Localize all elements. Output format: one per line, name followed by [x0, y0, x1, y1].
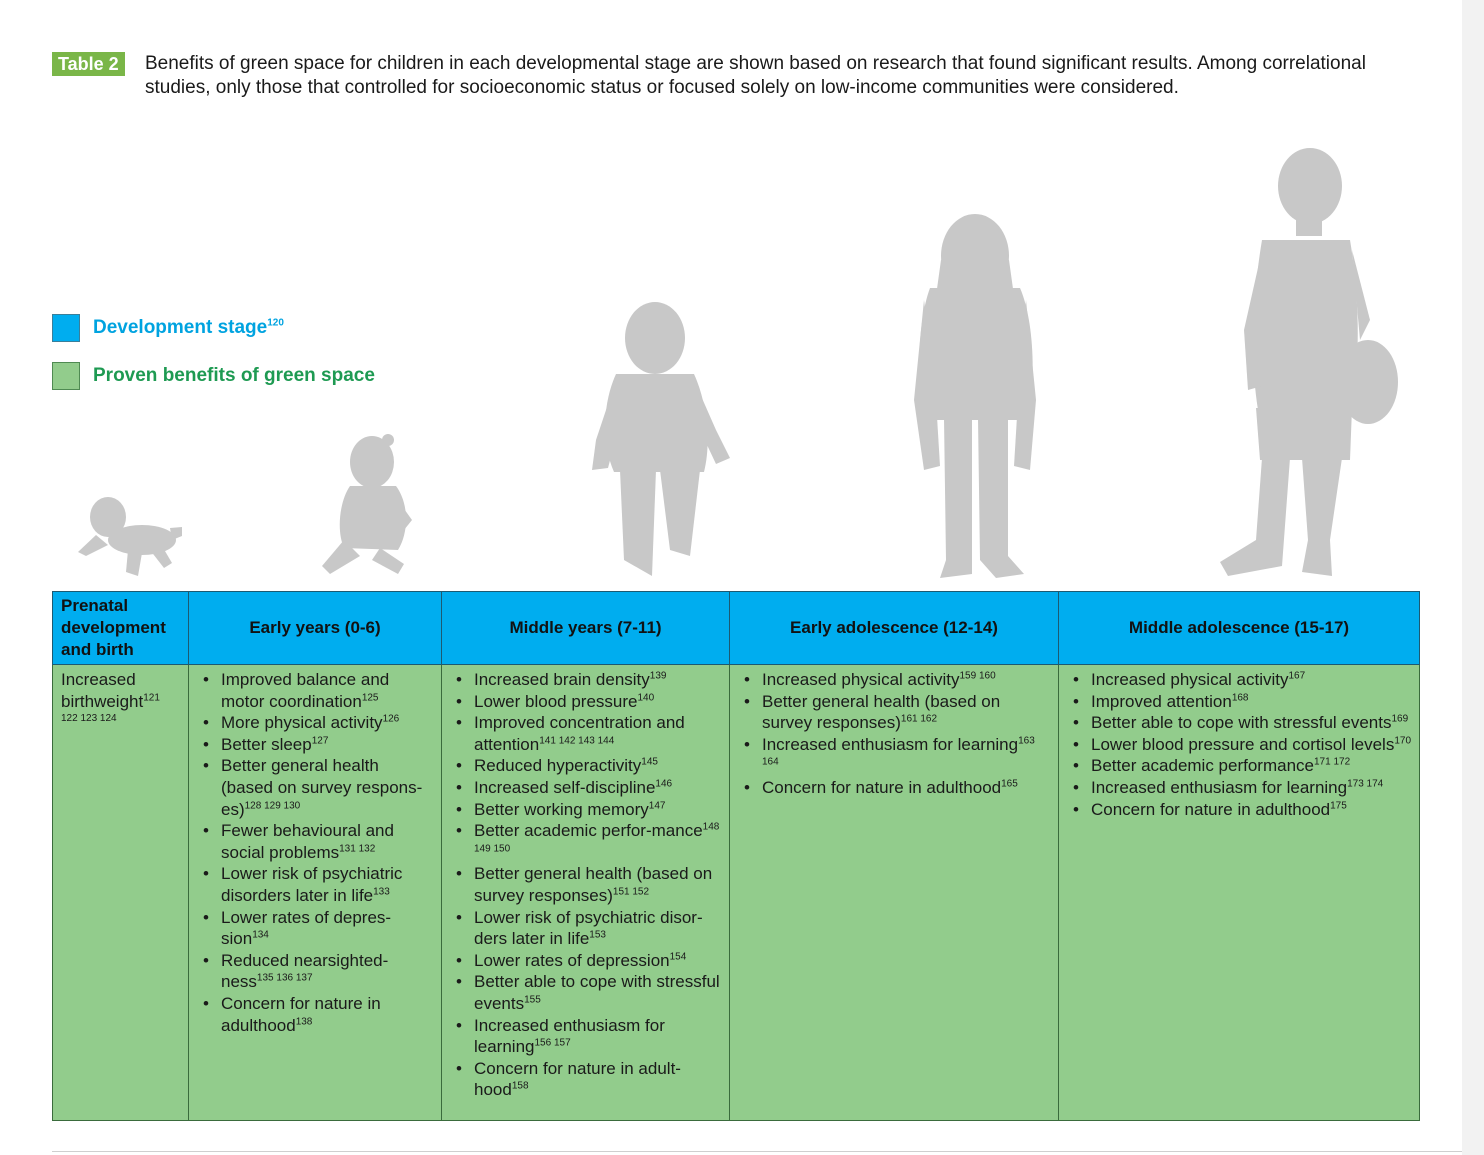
benefits-row — [53, 665, 1420, 1121]
benefit-item: • More physical activity$^{126}$ — [221, 712, 435, 734]
standing-girl-icon — [914, 214, 1036, 578]
benefit-item: • Better general health (based on survey responses)$^{151 152}$ — [474, 863, 723, 906]
benefit-item: • Lower rates of depres-sion$^{134}$ — [221, 907, 435, 950]
benefits-cell-middle-years — [442, 665, 730, 1121]
benefit-item: • Concern for nature in adult-hood$^{158}$ — [474, 1058, 723, 1101]
benefit-item: • Increased enthusiasm for learning$^{156 157}$ — [474, 1015, 723, 1058]
benefit-item: • Better working memory$^{147}$ — [474, 799, 723, 821]
benefit-item: • Reduced hyperactivity$^{145}$ — [474, 755, 723, 777]
legend-development-stage — [52, 313, 284, 343]
benefit-item: • Better general health (based on survey respons-es)$^{128 129 130}$ — [221, 755, 435, 820]
benefits-cell-middle-adolescence — [1059, 665, 1420, 1121]
benefit-item: • Reduced nearsighted-ness$^{135 136 137}$ — [221, 950, 435, 993]
teen-boy-icon — [1220, 148, 1398, 576]
page-edge-strip — [1462, 0, 1484, 1155]
stage-header-row — [53, 592, 1420, 665]
legend-green-benefits — [52, 361, 375, 391]
legend-label-benefits: Proven benefits of green space — [93, 365, 375, 386]
benefit-item: • Better able to cope with stressful events$^{169}$ — [1091, 712, 1413, 734]
benefit-item: • Increased brain density$^{139}$ — [474, 669, 723, 691]
benefit-item: • Better general health (based on survey responses)$^{161 162}$ — [762, 691, 1052, 734]
legend-swatch-blue — [52, 314, 80, 342]
benefit-item: • Increased physical activity$^{159 160}$ — [762, 669, 1052, 691]
stage-header-prenatal: Prenatal development and birth — [53, 592, 189, 665]
benefits-cell-prenatal — [53, 665, 189, 1121]
benefit-item: Increased birthweight$^{121}$ — [61, 670, 160, 711]
benefit-item: • Better able to cope with stressful events$^{155}$ — [474, 971, 723, 1014]
benefit-item: • Lower risk of psychiatric disorders later in life$^{133}$ — [221, 863, 435, 906]
crawling-baby-icon — [78, 497, 182, 576]
benefit-item: • Improved balance and motor coordination$^{125}$ — [221, 669, 435, 712]
benefit-item: • Better academic performance$^{171 172}$ — [1091, 755, 1413, 777]
benefit-item: • Increased self-discipline$^{146}$ — [474, 777, 723, 799]
benefit-item: • Lower blood pressure and cortisol levels$^{170}$ — [1091, 734, 1413, 756]
benefit-item: • Lower risk of psychiatric disor-ders later in life$^{153}$ — [474, 907, 723, 950]
table-tag: Table 2 — [52, 52, 125, 76]
stage-header-middle-years: Middle years (7-11) — [442, 592, 730, 665]
caption-text: Benefits of green space for children in each developmental stage are shown based on research that found significant results. Among correlational studies, only those that controlled for socioeconomic status or focused solely on low-income communities were considered. — [145, 53, 1366, 98]
benefit-item: • Concern for nature in adulthood$^{165}$ — [762, 777, 1052, 799]
legend-label-development: Development stage$^{120}$ — [93, 317, 284, 338]
benefit-item: • Better sleep$^{127}$ — [221, 734, 435, 756]
stage-header-early-adolescence: Early adolescence (12-14) — [730, 592, 1059, 665]
stage-header-middle-adolescence: Middle adolescence (15-17) — [1059, 592, 1420, 665]
benefit-item: • Concern for nature in adulthood$^{138}$ — [221, 993, 435, 1036]
legend-swatch-green — [52, 362, 80, 390]
benefit-item: • Better academic perfor-mance$^{148 149 150}$ — [474, 820, 723, 863]
benefit-item: • Lower rates of depression$^{154}$ — [474, 950, 723, 972]
stage-header-early-years: Early years (0-6) — [189, 592, 442, 665]
benefits-cell-early-years — [189, 665, 442, 1121]
benefit-refs: 122 123 124 — [61, 713, 117, 725]
walking-child-icon — [592, 302, 730, 576]
sitting-toddler-icon — [322, 434, 412, 574]
benefit-item: • Increased enthusiasm for learning$^{163 164}$ — [762, 734, 1052, 777]
bottom-rule — [52, 1151, 1462, 1152]
benefit-item: • Improved concentration and attention$^{141 142 143 144}$ — [474, 712, 723, 755]
benefit-item: • Lower blood pressure$^{140}$ — [474, 691, 723, 713]
benefit-item: • Concern for nature in adulthood$^{175}$ — [1091, 799, 1413, 821]
benefits-cell-early-adolescence — [730, 665, 1059, 1121]
benefits-table — [52, 591, 1420, 1121]
benefit-item: • Increased physical activity$^{167}$ — [1091, 669, 1413, 691]
benefit-item: • Fewer behavioural and social problems$^{131 132}$ — [221, 820, 435, 863]
benefit-item: • Increased enthusiasm for learning$^{173 174}$ — [1091, 777, 1413, 799]
benefit-item: • Improved attention$^{168}$ — [1091, 691, 1413, 713]
